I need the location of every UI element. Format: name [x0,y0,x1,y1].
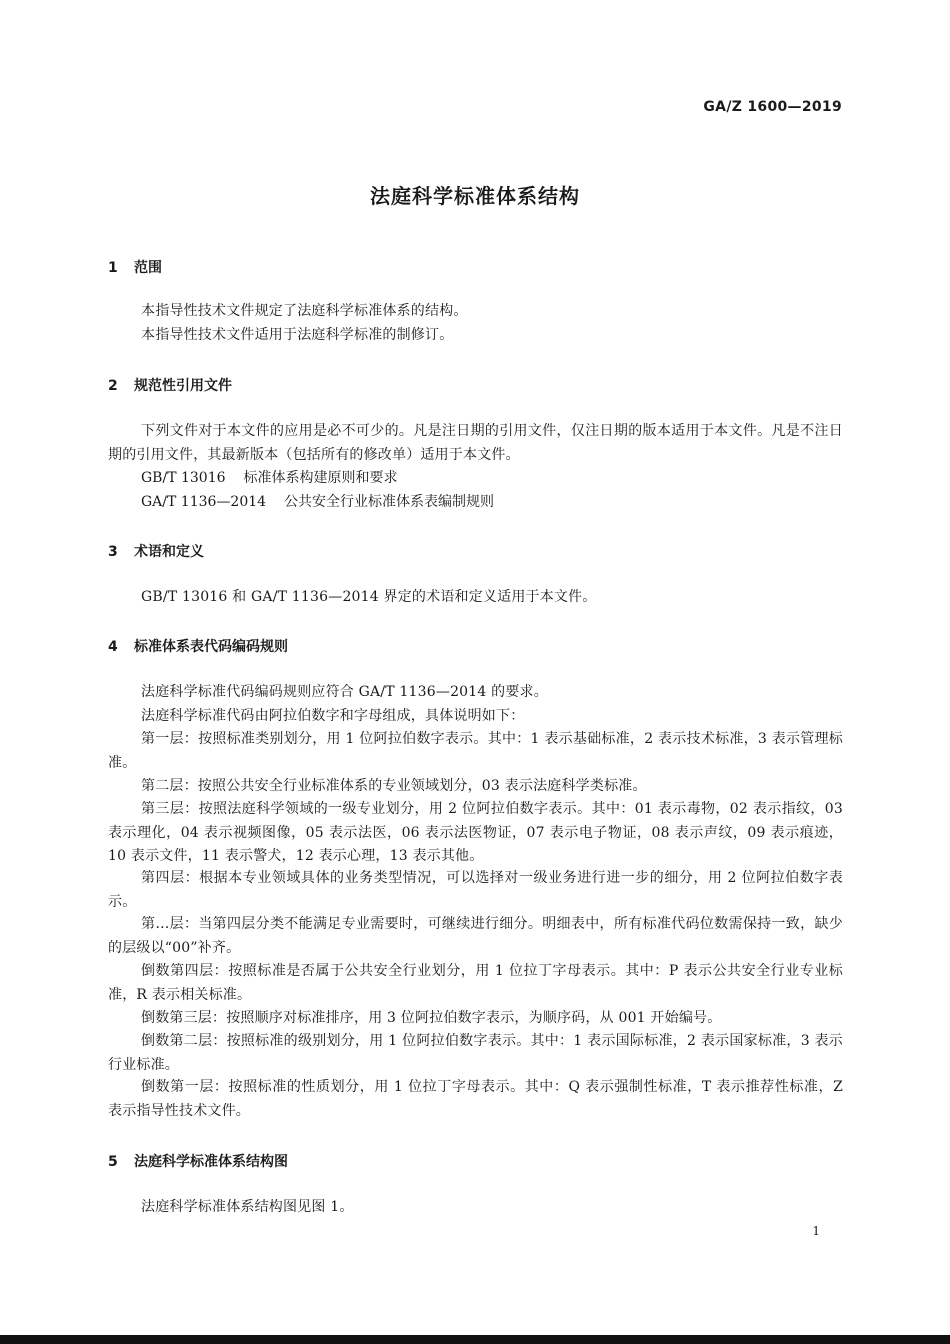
section-title: 规范性引用文件 [134,378,232,394]
section-title: 范围 [134,260,162,276]
paragraph: 倒数第一层：按照标准的性质划分，用 1 位拉丁字母表示。其中：Q 表示强制性标准，T 表示推荐性标准，Z 表示指导性技术文件。 [108,1079,843,1119]
paragraph: 倒数第二层：按照标准的级别划分，用 1 位阿拉伯数字表示。其中：1 表示国际标准，2 表示国家标准，3 表示行业标准。 [108,1033,843,1073]
reference-code: GB/T 13016 [141,470,226,486]
paragraph: 第三层：按照法庭科学领域的一级专业划分，用 2 位阿拉伯数字表示。其中：01 表示毒物，02 表示指纹，03 表示理化，04 表示视频图像，05 表示法医，06 表示法医物证，07 表示电子物证，08 表示声纹，09 表示痕迹，10 表示文件，11 表示警犬，12 表示心理，13 表示其他。 [108,801,843,864]
reference-code: GA/T 1136—2014 [141,494,267,510]
paragraph: 法庭科学标准体系结构图见图 1。 [141,1199,354,1215]
section-title: 标准体系表代码编码规则 [134,639,288,655]
standard-code: GA/Z 1600—2019 [703,99,842,115]
paragraph: 倒数第四层：按照标准是否属于公共安全行业划分，用 1 位拉丁字母表示。其中：P 表示公共安全行业专业标准，R 表示相关标准。 [108,963,843,1003]
paragraph: GB/T 13016 和 GA/T 1136—2014 界定的术语和定义适用于本文件。 [141,589,597,605]
bottom-border [0,1335,950,1344]
section-number: 1 [108,260,118,276]
reference-title: 公共安全行业标准体系表编制规则 [284,494,495,510]
paragraph: 倒数第三层：按照顺序对标准排序，用 3 位阿拉伯数字表示，为顺序码，从 001 开始编号。 [141,1010,722,1026]
document-title: 法庭科学标准体系结构 [370,184,580,208]
section-number: 4 [108,639,118,655]
section-heading-scope [108,257,162,277]
paragraph: 本指导性技术文件规定了法庭科学标准体系的结构。 [141,303,468,319]
section-heading-terms [108,541,204,561]
paragraph: 第四层：根据本专业领域具体的业务类型情况，可以选择对一级业务进行进一步的细分，用 2 位阿拉伯数字表示。 [108,870,843,910]
page-number: 1 [812,1224,820,1238]
section-title: 术语和定义 [134,544,204,560]
section-number: 5 [108,1154,118,1170]
reference-item [141,491,494,511]
section-heading-coding-rules [108,636,288,656]
section-number: 2 [108,378,118,394]
paragraph: 第二层：按照公共安全行业标准体系的专业领域划分，03 表示法庭科学类标准。 [141,778,647,794]
paragraph: 第一层：按照标准类别划分，用 1 位阿拉伯数字表示。其中：1 表示基础标准，2 表示技术标准，3 表示管理标准。 [108,731,843,771]
section-heading-structure-diagram [108,1151,288,1171]
paragraph: 法庭科学标准代码编码规则应符合 GA/T 1136—2014 的要求。 [141,684,548,700]
paragraph: 法庭科学标准代码由阿拉伯数字和字母组成，具体说明如下： [141,708,525,724]
paragraph: 下列文件对于本文件的应用是必不可少的。凡是注日期的引用文件，仅注日期的版本适用于本文件。凡是不注日期的引用文件，其最新版本（包括所有的修改单）适用于本文件。 [108,423,843,463]
reference-title: 标准体系构建原则和要求 [243,470,398,486]
section-number: 3 [108,544,118,560]
paragraph: 本指导性技术文件适用于法庭科学标准的制修订。 [141,327,454,343]
reference-item [141,467,398,487]
section-title: 法庭科学标准体系结构图 [134,1154,288,1170]
section-heading-normative-references [108,375,232,395]
paragraph: 第…层：当第四层分类不能满足专业需要时，可继续进行细分。明细表中，所有标准代码位数需保持一致，缺少的层级以“00”补齐。 [108,916,844,956]
